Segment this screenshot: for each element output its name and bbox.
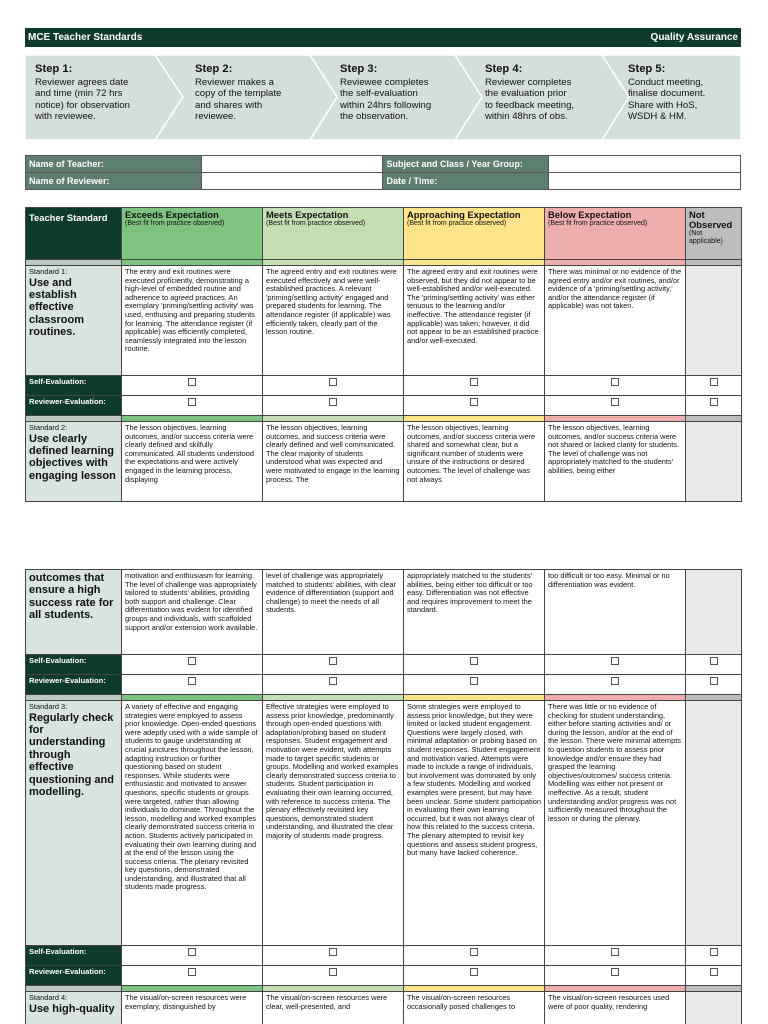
step-line: within 48hrs of obs. — [485, 111, 568, 122]
step-4 — [475, 55, 610, 140]
checkbox[interactable] — [470, 948, 478, 956]
standard-title: Use high-quality — [29, 1002, 115, 1015]
checkbox[interactable] — [611, 948, 619, 956]
step-line: the observation. — [340, 111, 409, 122]
step-line: the evaluation prior — [485, 88, 567, 99]
standard-number: Standard 3: — [29, 702, 68, 711]
standard-number: Standard 4: — [29, 993, 68, 1002]
checkbox[interactable] — [329, 657, 337, 665]
standard-1-self-eval-row — [26, 376, 742, 396]
col-header-title: Not Observed — [689, 209, 733, 230]
checkbox[interactable] — [470, 398, 478, 406]
standard-1-title-cell — [26, 266, 122, 376]
standard-2-below: The lesson objectives, learning outcomes, and/or success criteria were not shared or lacked clarity for students. The level of challenge was not appropriately matched to the students' abilities, being either — [545, 422, 686, 502]
standard-4-meets: The visual/on-screen resources were clear, well-presented, and — [263, 992, 404, 1024]
checkbox[interactable] — [710, 657, 718, 665]
standard-2-below-continued: too difficult or too easy. Minimal or no differentiation was evident. — [545, 570, 686, 655]
checkbox[interactable] — [611, 398, 619, 406]
standard-2-meets: The lesson objectives, learning outcomes, and success criteria were clearly defined and well communicated. The clear majority of students understood what was expected and were motivated to engage in the learning process. The — [263, 422, 404, 502]
standard-2-title-cell-continued — [26, 570, 122, 655]
standard-1-meets: The agreed entry and exit routines were executed effectively and were well-established practices. A relevant 'priming/settling activity' engaged and prepared students for learning. The attendance register (if applicable) was efficiently taken, clearly part of the lesson routine. — [263, 266, 404, 376]
checkbox[interactable] — [329, 378, 337, 386]
step-line: Reviewee completes — [340, 76, 429, 88]
standard-4-approaching: The visual/on-screen resources occasionally posed challenges to — [404, 992, 545, 1024]
standard-2-row — [26, 422, 742, 502]
col-header-standard: Teacher Standard — [26, 208, 122, 260]
step-line: copy of the template — [195, 88, 282, 99]
standards-table — [25, 207, 742, 502]
step-line: with reviewee. — [35, 111, 96, 122]
self-eval-label: Self-Evaluation: — [26, 946, 122, 966]
standard-3-approaching: Some strategies were employed to assess prior knowledge, but they were limited or lacked student engagement. Questions were largely closed, with minimal adaptation or probing based on student responses. Student engagement and motivation varied. Attempts were made to include a range of individuals, but involvement was dominated by only a few students. Modelling and worked examples were present, but may have been unclear. Some student participation in evaluating their own learning occurred, but it was not always clear of how this related to the success criteria. The plenary attempted to revisit key questions and assess student progress, but many have lacked coherence. — [404, 701, 545, 946]
step-line: Reviewer makes a — [195, 76, 274, 88]
checkbox[interactable] — [611, 968, 619, 976]
step-line: Reviewer completes — [485, 76, 572, 88]
step-line: and time (min 72 hrs — [35, 88, 123, 99]
checkbox[interactable] — [329, 677, 337, 685]
teacher-field[interactable] — [201, 156, 383, 173]
standard-3-self-eval-row — [26, 946, 742, 966]
step-line: and shares with — [195, 99, 263, 111]
checkbox[interactable] — [710, 378, 718, 386]
col-header-note: (Best fit from practice observed) — [407, 220, 507, 227]
standard-3-exceeds: A variety of effective and engaging strategies were employed to assess prior knowledge. Open-ended questions were adeptly used with a wide sample of students to gauge understanding at crucial junctures throughout the lesson, adapting instruction or further questioning based on student responses. While students were enthusiastic and motivated to answer questions, specific students or groups were targeted, rather than allowing individuals to dominate. Throughout the lesson, modelling and worked examples clearly demonstrated success criteria in action. Students actively participated in evaluating their own learning during and at the end of the lesson using the success criteria. The plenary revisited key questions, demonstrated understanding, and illustrated that all students made progress. — [122, 701, 263, 946]
standard-number: Standard 1: — [29, 267, 68, 276]
step-3 — [330, 55, 460, 140]
teacher-label: Name of Teacher: — [26, 156, 202, 173]
standard-3-reviewer-eval-row — [26, 966, 742, 986]
checkbox[interactable] — [188, 398, 196, 406]
standard-1-reviewer-eval-row — [26, 396, 742, 416]
checkbox[interactable] — [188, 378, 196, 386]
standard-number: Standard 2: — [29, 423, 68, 432]
subject-label: Subject and Class / Year Group: — [383, 156, 549, 173]
step-title: Step 5: — [628, 63, 666, 75]
standard-2-self-eval-row — [26, 655, 742, 675]
step-line: Reviewer agrees date — [35, 76, 129, 88]
checkbox[interactable] — [188, 948, 196, 956]
checkbox[interactable] — [470, 657, 478, 665]
header-right: Quality Assurance — [650, 32, 738, 43]
standard-4-row — [26, 992, 742, 1024]
step-title: Step 4: — [485, 63, 523, 75]
standard-4-below: The visual/on-screen resources used were of poor quality, rendering — [545, 992, 686, 1024]
standard-2-meets-continued: level of challenge was appropriately matched to students' abilities, with clear evidence of differentiation (support and challenge) to meet the needs of all students. — [263, 570, 404, 655]
step-line: WSDH & HM. — [628, 111, 687, 122]
checkbox[interactable] — [710, 398, 718, 406]
checkbox[interactable] — [188, 657, 196, 665]
standard-title: Use clearly defined learning objectives with engaging lesson — [29, 432, 116, 482]
step-title: Step 2: — [195, 63, 233, 75]
standard-4-title-cell — [26, 992, 122, 1024]
standard-3-not-observed — [686, 701, 742, 946]
self-eval-label: Self-Evaluation: — [26, 376, 122, 396]
checkbox[interactable] — [710, 948, 718, 956]
col-header-meets — [263, 208, 404, 260]
step-line: reviewee. — [195, 111, 237, 122]
standard-3-row — [26, 701, 742, 946]
standard-2-continued-row — [26, 570, 742, 655]
reviewer-eval-label: Reviewer-Evaluation: — [26, 675, 122, 695]
checkbox[interactable] — [329, 398, 337, 406]
standards-table-continued — [25, 569, 742, 1024]
step-line: finalise document. — [628, 88, 706, 99]
col-header-exceeds — [122, 208, 263, 260]
standard-2-not-observed — [686, 422, 742, 502]
standard-2-exceeds: The lesson objectives, learning outcomes, and/or success criteria were clearly defined and skilfully communicated. All students understood the expectations and were actively engaged in the learning process, displaying — [122, 422, 263, 502]
checkbox[interactable] — [710, 677, 718, 685]
step-title: Step 3: — [340, 63, 378, 75]
checkbox[interactable] — [611, 378, 619, 386]
col-header-title: Below Expectation — [548, 209, 632, 220]
standard-1-row — [26, 266, 742, 376]
checkbox[interactable] — [329, 968, 337, 976]
step-line: Conduct meeting, — [628, 76, 704, 88]
standard-2-approaching-continued: appropriately matched to the students' abilities, being either too difficult or too easy. Differentiation was not effective and requires improvement to meet the standard. — [404, 570, 545, 655]
process-steps — [25, 55, 741, 140]
step-5 — [618, 55, 741, 140]
checkbox[interactable] — [470, 378, 478, 386]
checkbox[interactable] — [611, 657, 619, 665]
step-1 — [25, 55, 160, 140]
step-line: within 24hrs following — [340, 99, 432, 111]
col-header-note: (Best fit from practice observed) — [266, 220, 366, 227]
reviewer-eval-label: Reviewer-Evaluation: — [26, 396, 122, 416]
standard-3-meets: Effective strategies were employed to assess prior knowledge, predominantly through open-ended questions with adaptation/probing based on student responses. Student engagement and motivation were evident, with attempts made to target specific students or groups. Modelling and worked examples clearly demonstrated success criteria to students. Student participation in evaluating their own learning occurred, with reference to success criteria. The plenary effectively revisited key questions, demonstrated student understanding, and illustrated the clear majority of students made progress. — [263, 701, 404, 946]
col-header-approaching — [404, 208, 545, 260]
checkbox[interactable] — [188, 677, 196, 685]
reviewer-eval-label: Reviewer-Evaluation: — [26, 966, 122, 986]
standard-3-title-cell — [26, 701, 122, 946]
reviewer-label: Name of Reviewer: — [26, 173, 202, 190]
checkbox[interactable] — [188, 968, 196, 976]
checkbox[interactable] — [710, 968, 718, 976]
col-header-below — [545, 208, 686, 260]
standard-1-not-observed — [686, 266, 742, 376]
col-header-note: (Not applicable) — [689, 230, 723, 245]
checkbox[interactable] — [329, 948, 337, 956]
step-line: to feedback meeting, — [485, 99, 575, 111]
standard-title: Use and establish effective classroom routines. — [29, 276, 85, 339]
standard-2-approaching: The lesson objectives, learning outcomes, and/or success criteria were shared and somewhat clear, but a significant number of students were unsure of the instructions or desired outcomes. The level of challenge was not always — [404, 422, 545, 502]
standard-3-below: There was little or no evidence of checking for student understanding, either before starting activities and/ or during the lesson, and/or at the end of the lesson. There were minimal attempts to question students to assess prior knowledge and/or ensure they had grasped the learning objectives/outcomes/ success criteria. Modelling was either not present or ineffective. As a result, student understanding and/or progress was not sufficiently measured throughout the lesson or during the plenary. — [545, 701, 686, 946]
step-2 — [185, 55, 315, 140]
standard-2-reviewer-eval-row — [26, 675, 742, 695]
col-header-note: (Best fit from practice observed) — [548, 220, 648, 227]
standard-1-approaching: The agreed entry and exit routines were observed, but they did not appear to be well-established and/or well-executed. The 'priming/settling activity' was either tenuous to the learning and/or ineffective. The attendance register (if applicable) was taken; however, it did not appear to be an established practice and/or well-executed. — [404, 266, 545, 376]
subject-field[interactable] — [549, 156, 741, 173]
info-table — [25, 155, 741, 190]
col-header-title: Meets Expectation — [266, 209, 349, 220]
step-line: Share with HoS, — [628, 99, 698, 111]
col-header-title: Exceeds Expectation — [125, 209, 219, 220]
standard-2-exceeds-continued: motivation and enthusiasm for learning. The level of challenge was appropriately tailored to students' abilities, providing both support and challenge. Clear differentiation was evident for identified groups and individuals, with scaffolded support and/or extension work available. — [122, 570, 263, 655]
standard-title: Regularly check for understanding through effective questioning and modelling. — [29, 711, 114, 799]
step-line: notice) for observation — [35, 99, 130, 111]
standard-1-exceeds: The entry and exit routines were executed proficiently, demonstrating a high-level of embedded routine and adherence to agreed practices. An exemplary 'priming/settling activity' was used, enthusing and preparing students for learning. The attendance register (if applicable) was efficiently completed, seamlessly integrated into the lesson routine. — [122, 266, 263, 376]
standard-4-not-observed — [686, 992, 742, 1024]
page-header — [25, 28, 741, 47]
col-header-not-observed — [686, 208, 742, 260]
date-label: Date / Time: — [383, 173, 549, 190]
step-title: Step 1: — [35, 63, 73, 75]
standard-2-not-observed-continued — [686, 570, 742, 655]
date-field[interactable] — [549, 173, 741, 190]
col-header-note: (Best fit from practice observed) — [125, 220, 225, 227]
standard-title: outcomes that ensure a high success rate for all students. — [29, 572, 114, 622]
col-header-title: Approaching Expectation — [407, 209, 521, 220]
self-eval-label: Self-Evaluation: — [26, 655, 122, 675]
header-title: MCE Teacher Standards — [28, 32, 143, 43]
checkbox[interactable] — [611, 677, 619, 685]
checkbox[interactable] — [470, 677, 478, 685]
standard-1-below: There was minimal or no evidence of the agreed entry and/or exit routines, and/or evidence of a 'priming/settling activity,' and/or the attendance register (if applicable) was not taken. — [545, 266, 686, 376]
standard-4-exceeds: The visual/on-screen resources were exemplary, distinguished by — [122, 992, 263, 1024]
standard-2-title-cell — [26, 422, 122, 502]
reviewer-field[interactable] — [201, 173, 383, 190]
checkbox[interactable] — [470, 968, 478, 976]
step-line: the self-evaluation — [340, 88, 418, 99]
